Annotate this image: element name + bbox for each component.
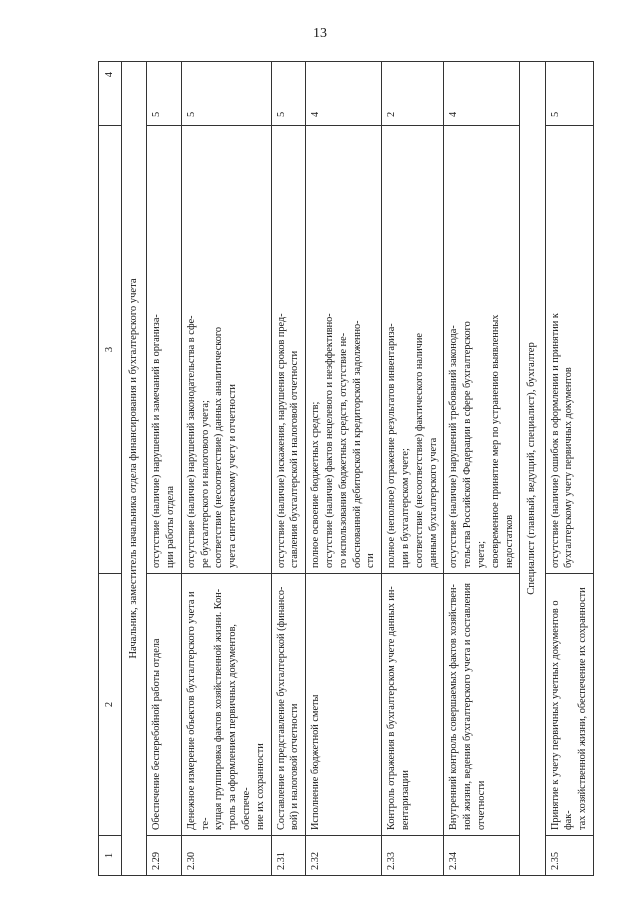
cell-line: ции работы отдела (165, 486, 177, 568)
row-function (382, 574, 444, 836)
row-number: 2.30 (181, 836, 271, 876)
cell-line: троль за оформлением первичных документов, обеспече- (227, 623, 253, 830)
cell-line: обоснованной дебиторской и кредиторской задолженно- (351, 320, 363, 568)
row-score: 5 (545, 62, 593, 126)
row-score: 4 (444, 62, 520, 126)
cell-line: вой) и налоговой отчетности (289, 703, 301, 830)
cell-line: учета; (475, 541, 487, 568)
row-number: 2.33 (382, 836, 444, 876)
cell-line: ной жизни, ведения бухгалтерского учета и составления (462, 583, 474, 830)
cell-line: отсутствие (наличие) ошибок в оформлении и принятии к (549, 313, 561, 568)
row-score: 4 (306, 62, 382, 126)
header-col-3: 3 (99, 126, 122, 574)
cell-line: недостатков (503, 514, 515, 568)
header-col-2: 2 (99, 574, 122, 836)
row-indicators (271, 126, 306, 574)
row-indicators (306, 126, 382, 574)
table-row (181, 62, 271, 876)
table-row (271, 62, 306, 876)
cell-line: сти (365, 553, 377, 568)
row-function (545, 574, 593, 836)
cell-line: своевременное принятие мер по устранению выявленных (489, 314, 501, 568)
cell-line: тельства Российской Федерации в сфере бухгалтерского (462, 321, 474, 568)
table-row (545, 62, 593, 876)
row-score: 5 (147, 62, 182, 126)
table-row (382, 62, 444, 876)
row-indicators (382, 126, 444, 574)
cell-line: Контроль отражения в бухгалтерском учете данных ин- (386, 586, 398, 830)
row-number: 2.29 (147, 836, 182, 876)
cell-line: отсутствие (наличие) фактов нецелевого и неэффективно- (324, 313, 336, 568)
cell-line: полное освоение бюджетных средств; (310, 401, 322, 568)
rotated-table-container (98, 62, 589, 876)
cell-line: отсутствие (наличие) нарушений законодательства в сфе- (185, 315, 197, 568)
cell-line: учета синтетическому учету и отчетности (227, 384, 239, 568)
section-head-row (520, 62, 545, 876)
cell-line: данным бухгалтерского учета (427, 437, 439, 568)
cell-line: соответствие (несоответствие) данных аналитического (213, 326, 225, 568)
cell-line: Составление и представление бухгалтерской (финансо- (275, 586, 287, 830)
row-score: 5 (181, 62, 271, 126)
row-number: 2.32 (306, 836, 382, 876)
cell-line: отчетности (475, 780, 487, 830)
cell-line: полное (неполное) отражение результатов инвентариза- (386, 323, 398, 568)
cell-line: отсутствие (наличие) нарушений требований законода- (448, 325, 460, 568)
table-header-row (99, 62, 122, 876)
section-head-row (122, 62, 147, 876)
cell-line: бухгалтерскому учету первичных документов (563, 367, 575, 568)
cell-line: вентаризации (400, 770, 411, 830)
cell-line: ре бухгалтерского и налогового учета; (199, 400, 211, 568)
cell-line: Денежное измерение объектов бухгалтерского учета и те- (185, 591, 211, 830)
row-function (306, 574, 382, 836)
page-number: 13 (313, 26, 327, 41)
cell-line: Обеспечение бесперебойной работы отдела (151, 638, 163, 830)
cell-line: ние их сохранности (254, 743, 266, 830)
row-indicators (444, 126, 520, 574)
cell-line: Исполнение бюджетной сметы (310, 694, 322, 830)
cell-line: Внутренний контроль совершаемых фактов хозяйствен- (448, 584, 460, 830)
cell-line: ции в бухгалтерском учете; (400, 448, 411, 568)
header-col-4: 4 (99, 62, 122, 126)
row-function (271, 574, 306, 836)
row-indicators (545, 126, 593, 574)
header-col-1: 1 (99, 836, 122, 876)
section-head-managers: Начальник, заместитель начальника отдела финансирования и бухгалтерского учета (122, 62, 147, 876)
row-indicators (147, 126, 182, 574)
cell-line: го использования бюджетных средств, отсутствие не- (337, 332, 349, 568)
row-function (181, 574, 271, 836)
row-function (444, 574, 520, 836)
cell-line: отсутствие (наличие) нарушений и замечаний в организа- (151, 314, 163, 568)
row-number: 2.31 (271, 836, 306, 876)
criteria-table (98, 61, 594, 876)
cell-line: Принятие к учету первичных учетных документов о фак- (549, 600, 575, 830)
cell-line: кущая группировка фактов хозяйственной жизни. Кон- (213, 588, 225, 830)
cell-line: тах хозяйственной жизни, обеспечение их сохранности (577, 587, 589, 830)
cell-line: соответствие (несоответствие) фактического наличие (413, 333, 425, 568)
row-number: 2.34 (444, 836, 520, 876)
row-indicators (181, 126, 271, 574)
section-head-specialists: Специалист (главный, ведущий, специалист), бухгалтер (520, 62, 545, 876)
row-score: 2 (382, 62, 444, 126)
table-row (147, 62, 182, 876)
table-row (306, 62, 382, 876)
row-number: 2.35 (545, 836, 593, 876)
table-row (444, 62, 520, 876)
row-function (147, 574, 182, 836)
cell-line: ставления бухгалтерской и налоговой отчетности (289, 350, 301, 568)
row-score: 5 (271, 62, 306, 126)
cell-line: отсутствие (наличие) искажения, нарушения сроков пред- (275, 313, 287, 568)
